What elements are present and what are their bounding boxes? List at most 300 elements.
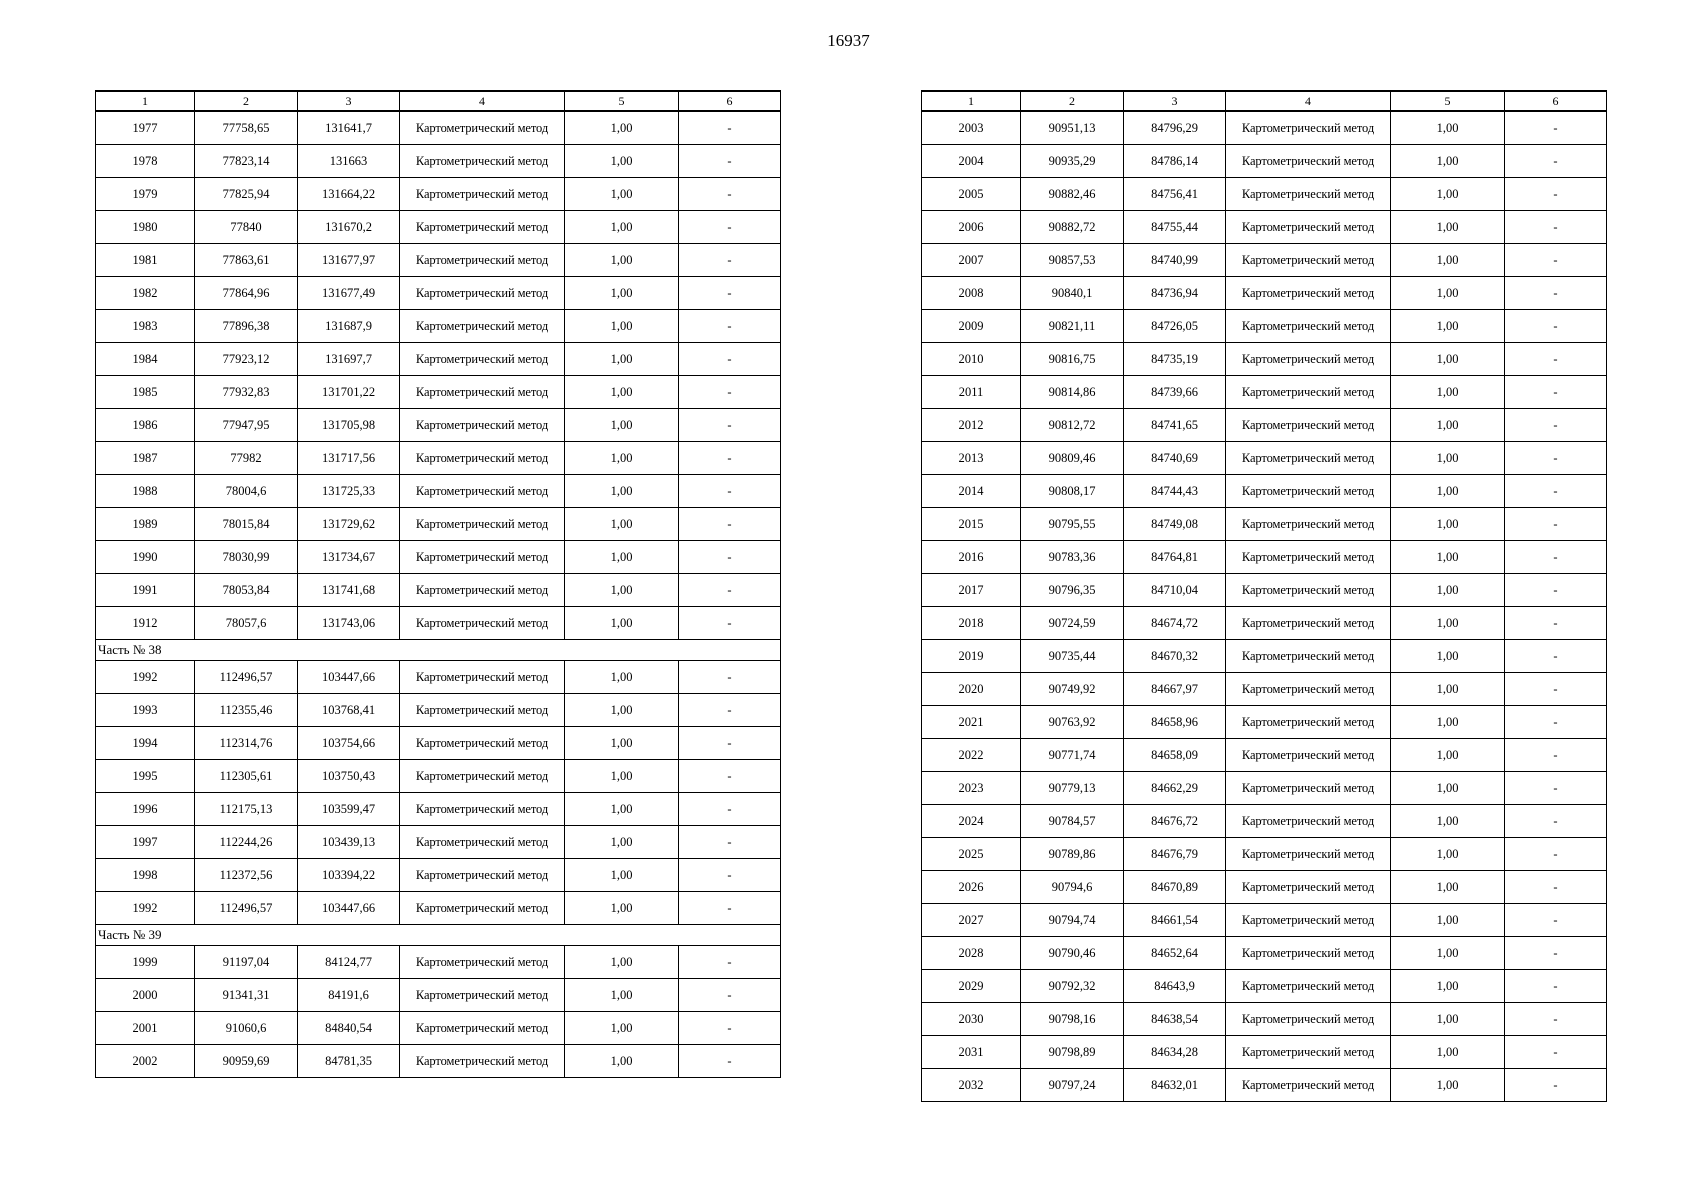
x-coordinate-cell: 90795,55 (1021, 508, 1124, 541)
method-cell: Картометрический метод (1226, 111, 1391, 145)
table-row (922, 145, 1607, 178)
x-coordinate-cell: 90959,69 (195, 1045, 298, 1078)
method-cell: Картометрический метод (400, 475, 565, 508)
table-row (96, 793, 781, 826)
method-cell: Картометрический метод (1226, 541, 1391, 574)
method-cell: Картометрический метод (400, 111, 565, 145)
accuracy-cell: 1,00 (565, 244, 679, 277)
accuracy-cell: 1,00 (565, 508, 679, 541)
x-coordinate-cell: 77932,83 (195, 376, 298, 409)
accuracy-cell: 1,00 (565, 409, 679, 442)
point-number-cell: 2018 (922, 607, 1021, 640)
table-row (96, 277, 781, 310)
description-cell: - (679, 760, 781, 793)
accuracy-cell: 1,00 (1391, 871, 1505, 904)
accuracy-cell: 1,00 (1391, 904, 1505, 937)
accuracy-cell: 1,00 (565, 760, 679, 793)
description-cell: - (679, 244, 781, 277)
point-number-cell: 1989 (96, 508, 195, 541)
description-cell: - (1505, 343, 1607, 376)
point-number-cell: 1997 (96, 826, 195, 859)
y-coordinate-cell: 84840,54 (298, 1012, 400, 1045)
description-cell: - (1505, 805, 1607, 838)
y-coordinate-cell: 84726,05 (1124, 310, 1226, 343)
y-coordinate-cell: 84670,89 (1124, 871, 1226, 904)
method-cell: Картометрический метод (1226, 970, 1391, 1003)
x-coordinate-cell: 78030,99 (195, 541, 298, 574)
method-cell: Картометрический метод (1226, 1069, 1391, 1102)
method-cell: Картометрический метод (1226, 805, 1391, 838)
accuracy-cell: 1,00 (1391, 838, 1505, 871)
point-number-cell: 1993 (96, 694, 195, 727)
table-row (96, 475, 781, 508)
table-row (922, 1003, 1607, 1036)
y-coordinate-cell: 84191,6 (298, 979, 400, 1012)
x-coordinate-cell: 77947,95 (195, 409, 298, 442)
y-coordinate-cell: 84658,09 (1124, 739, 1226, 772)
accuracy-cell: 1,00 (1391, 111, 1505, 145)
point-number-cell: 1987 (96, 442, 195, 475)
y-coordinate-cell: 131743,06 (298, 607, 400, 640)
x-coordinate-cell: 78004,6 (195, 475, 298, 508)
description-cell: - (679, 376, 781, 409)
accuracy-cell: 1,00 (1391, 1003, 1505, 1036)
accuracy-cell: 1,00 (565, 145, 679, 178)
y-coordinate-cell: 84658,96 (1124, 706, 1226, 739)
method-cell: Картометрический метод (1226, 475, 1391, 508)
accuracy-cell: 1,00 (565, 343, 679, 376)
column-header: 6 (1505, 91, 1607, 111)
table-row (922, 772, 1607, 805)
table-row (922, 838, 1607, 871)
x-coordinate-cell: 90784,57 (1021, 805, 1124, 838)
method-cell: Картометрический метод (400, 508, 565, 541)
accuracy-cell: 1,00 (565, 1045, 679, 1078)
point-number-cell: 1994 (96, 727, 195, 760)
y-coordinate-cell: 131664,22 (298, 178, 400, 211)
method-cell: Картометрический метод (1226, 739, 1391, 772)
y-coordinate-cell: 103447,66 (298, 661, 400, 694)
point-number-cell: 2001 (96, 1012, 195, 1045)
point-number-cell: 2008 (922, 277, 1021, 310)
point-number-cell: 1977 (96, 111, 195, 145)
x-coordinate-cell: 77863,61 (195, 244, 298, 277)
method-cell: Картометрический метод (400, 376, 565, 409)
section-row (96, 640, 781, 661)
x-coordinate-cell: 90735,44 (1021, 640, 1124, 673)
accuracy-cell: 1,00 (565, 211, 679, 244)
point-number-cell: 2004 (922, 145, 1021, 178)
y-coordinate-cell: 84124,77 (298, 946, 400, 979)
point-number-cell: 2017 (922, 574, 1021, 607)
method-cell: Картометрический метод (1226, 145, 1391, 178)
y-coordinate-cell: 131663 (298, 145, 400, 178)
table-row (96, 574, 781, 607)
description-cell: - (1505, 772, 1607, 805)
y-coordinate-cell: 84744,43 (1124, 475, 1226, 508)
method-cell: Картометрический метод (400, 310, 565, 343)
description-cell: - (1505, 277, 1607, 310)
y-coordinate-cell: 131641,7 (298, 111, 400, 145)
point-number-cell: 2021 (922, 706, 1021, 739)
x-coordinate-cell: 78015,84 (195, 508, 298, 541)
accuracy-cell: 1,00 (1391, 310, 1505, 343)
description-cell: - (1505, 178, 1607, 211)
description-cell: - (1505, 244, 1607, 277)
description-cell: - (679, 541, 781, 574)
method-cell: Картометрический метод (400, 244, 565, 277)
x-coordinate-cell: 90783,36 (1021, 541, 1124, 574)
accuracy-cell: 1,00 (1391, 508, 1505, 541)
column-header: 2 (1021, 91, 1124, 111)
point-number-cell: 2003 (922, 111, 1021, 145)
x-coordinate-cell: 90789,86 (1021, 838, 1124, 871)
description-cell: - (679, 859, 781, 892)
method-cell: Картометрический метод (400, 760, 565, 793)
x-coordinate-cell: 90749,92 (1021, 673, 1124, 706)
accuracy-cell: 1,00 (565, 277, 679, 310)
y-coordinate-cell: 84740,99 (1124, 244, 1226, 277)
table-row (922, 376, 1607, 409)
table-row (922, 871, 1607, 904)
point-number-cell: 2030 (922, 1003, 1021, 1036)
table-row (922, 409, 1607, 442)
description-cell: - (679, 574, 781, 607)
method-cell: Картометрический метод (400, 277, 565, 310)
x-coordinate-cell: 112372,56 (195, 859, 298, 892)
method-cell: Картометрический метод (1226, 640, 1391, 673)
method-cell: Картометрический метод (400, 145, 565, 178)
point-number-cell: 2002 (96, 1045, 195, 1078)
accuracy-cell: 1,00 (565, 310, 679, 343)
method-cell: Картометрический метод (1226, 277, 1391, 310)
y-coordinate-cell: 84739,66 (1124, 376, 1226, 409)
y-coordinate-cell: 84632,01 (1124, 1069, 1226, 1102)
column-header: 5 (565, 91, 679, 111)
table-row (922, 277, 1607, 310)
point-number-cell: 2015 (922, 508, 1021, 541)
accuracy-cell: 1,00 (1391, 442, 1505, 475)
table-row (922, 178, 1607, 211)
description-cell: - (1505, 838, 1607, 871)
description-cell: - (1505, 145, 1607, 178)
column-header: 3 (1124, 91, 1226, 111)
x-coordinate-cell: 77825,94 (195, 178, 298, 211)
x-coordinate-cell: 77823,14 (195, 145, 298, 178)
method-cell: Картометрический метод (400, 442, 565, 475)
table-row (922, 706, 1607, 739)
description-cell: - (1505, 937, 1607, 970)
coordinates-table-right (921, 90, 1607, 1102)
method-cell: Картометрический метод (1226, 244, 1391, 277)
accuracy-cell: 1,00 (565, 727, 679, 760)
y-coordinate-cell: 84786,14 (1124, 145, 1226, 178)
point-number-cell: 2028 (922, 937, 1021, 970)
method-cell: Картометрический метод (1226, 1003, 1391, 1036)
point-number-cell: 1988 (96, 475, 195, 508)
x-coordinate-cell: 90798,89 (1021, 1036, 1124, 1069)
table-row (922, 574, 1607, 607)
point-number-cell: 2031 (922, 1036, 1021, 1069)
description-cell: - (1505, 211, 1607, 244)
x-coordinate-cell: 90790,46 (1021, 937, 1124, 970)
description-cell: - (1505, 871, 1607, 904)
method-cell: Картометрический метод (400, 541, 565, 574)
method-cell: Картометрический метод (400, 409, 565, 442)
table-row (96, 111, 781, 145)
y-coordinate-cell: 84710,04 (1124, 574, 1226, 607)
y-coordinate-cell: 131729,62 (298, 508, 400, 541)
accuracy-cell: 1,00 (1391, 244, 1505, 277)
point-number-cell: 1981 (96, 244, 195, 277)
method-cell: Картометрический метод (400, 661, 565, 694)
point-number-cell: 2012 (922, 409, 1021, 442)
point-number-cell: 2019 (922, 640, 1021, 673)
x-coordinate-cell: 90935,29 (1021, 145, 1124, 178)
point-number-cell: 2011 (922, 376, 1021, 409)
description-cell: - (679, 727, 781, 760)
table-row (96, 145, 781, 178)
table-row (922, 970, 1607, 1003)
accuracy-cell: 1,00 (1391, 178, 1505, 211)
x-coordinate-cell: 112244,26 (195, 826, 298, 859)
point-number-cell: 1979 (96, 178, 195, 211)
description-cell: - (1505, 673, 1607, 706)
x-coordinate-cell: 90809,46 (1021, 442, 1124, 475)
y-coordinate-cell: 131677,97 (298, 244, 400, 277)
method-cell: Картометрический метод (400, 1045, 565, 1078)
point-number-cell: 1998 (96, 859, 195, 892)
y-coordinate-cell: 103754,66 (298, 727, 400, 760)
column-header: 2 (195, 91, 298, 111)
x-coordinate-cell: 112496,57 (195, 661, 298, 694)
x-coordinate-cell: 78053,84 (195, 574, 298, 607)
table-row (96, 409, 781, 442)
table-row (96, 760, 781, 793)
accuracy-cell: 1,00 (1391, 541, 1505, 574)
method-cell: Картометрический метод (400, 574, 565, 607)
point-number-cell: 1912 (96, 607, 195, 640)
point-number-cell: 2023 (922, 772, 1021, 805)
description-cell: - (1505, 1003, 1607, 1036)
table-row (922, 640, 1607, 673)
x-coordinate-cell: 90797,24 (1021, 1069, 1124, 1102)
accuracy-cell: 1,00 (565, 1012, 679, 1045)
description-cell: - (1505, 508, 1607, 541)
description-cell: - (679, 178, 781, 211)
table-row (922, 343, 1607, 376)
table-row (922, 1069, 1607, 1102)
method-cell: Картометрический метод (1226, 178, 1391, 211)
x-coordinate-cell: 91060,6 (195, 1012, 298, 1045)
table-row (96, 310, 781, 343)
table-row (96, 607, 781, 640)
description-cell: - (679, 111, 781, 145)
accuracy-cell: 1,00 (1391, 376, 1505, 409)
point-number-cell: 2027 (922, 904, 1021, 937)
page-number: 16937 (827, 31, 870, 50)
accuracy-cell: 1,00 (1391, 409, 1505, 442)
y-coordinate-cell: 84735,19 (1124, 343, 1226, 376)
table-row (922, 805, 1607, 838)
table-row (96, 508, 781, 541)
description-cell: - (679, 607, 781, 640)
table-row (96, 694, 781, 727)
accuracy-cell: 1,00 (1391, 937, 1505, 970)
y-coordinate-cell: 103599,47 (298, 793, 400, 826)
y-coordinate-cell: 84652,64 (1124, 937, 1226, 970)
table-row (922, 607, 1607, 640)
x-coordinate-cell: 90808,17 (1021, 475, 1124, 508)
description-cell: - (1505, 310, 1607, 343)
description-cell: - (679, 793, 781, 826)
table-row (922, 310, 1607, 343)
point-number-cell: 2009 (922, 310, 1021, 343)
table-row (96, 661, 781, 694)
y-coordinate-cell: 84749,08 (1124, 508, 1226, 541)
y-coordinate-cell: 84670,32 (1124, 640, 1226, 673)
table-body (96, 111, 781, 1078)
table-row (96, 892, 781, 925)
accuracy-cell: 1,00 (565, 442, 679, 475)
accuracy-cell: 1,00 (565, 376, 679, 409)
x-coordinate-cell: 90882,46 (1021, 178, 1124, 211)
table-row (922, 541, 1607, 574)
table-row (922, 673, 1607, 706)
description-cell: - (679, 145, 781, 178)
method-cell: Картометрический метод (1226, 310, 1391, 343)
y-coordinate-cell: 131697,7 (298, 343, 400, 376)
x-coordinate-cell: 78057,6 (195, 607, 298, 640)
accuracy-cell: 1,00 (565, 946, 679, 979)
table-row (922, 442, 1607, 475)
x-coordinate-cell: 90792,32 (1021, 970, 1124, 1003)
y-coordinate-cell: 131701,22 (298, 376, 400, 409)
y-coordinate-cell: 103439,13 (298, 826, 400, 859)
accuracy-cell: 1,00 (1391, 1036, 1505, 1069)
x-coordinate-cell: 90840,1 (1021, 277, 1124, 310)
description-cell: - (679, 211, 781, 244)
method-cell: Картометрический метод (1226, 574, 1391, 607)
accuracy-cell: 1,00 (565, 574, 679, 607)
method-cell: Картометрический метод (1226, 937, 1391, 970)
method-cell: Картометрический метод (1226, 409, 1391, 442)
table-row (96, 727, 781, 760)
y-coordinate-cell: 103768,41 (298, 694, 400, 727)
description-cell: - (679, 1045, 781, 1078)
point-number-cell: 2007 (922, 244, 1021, 277)
column-header: 1 (922, 91, 1021, 111)
method-cell: Картометрический метод (1226, 706, 1391, 739)
table-row (96, 946, 781, 979)
point-number-cell: 1982 (96, 277, 195, 310)
y-coordinate-cell: 84781,35 (298, 1045, 400, 1078)
method-cell: Картометрический метод (1226, 1036, 1391, 1069)
point-number-cell: 2010 (922, 343, 1021, 376)
section-label: Часть № 39 (96, 925, 781, 946)
accuracy-cell: 1,00 (565, 111, 679, 145)
method-cell: Картометрический метод (400, 826, 565, 859)
table-row (922, 211, 1607, 244)
method-cell: Картометрический метод (1226, 607, 1391, 640)
point-number-cell: 2032 (922, 1069, 1021, 1102)
y-coordinate-cell: 84661,54 (1124, 904, 1226, 937)
x-coordinate-cell: 90779,13 (1021, 772, 1124, 805)
description-cell: - (1505, 1036, 1607, 1069)
y-coordinate-cell: 84756,41 (1124, 178, 1226, 211)
table-row (96, 979, 781, 1012)
description-cell: - (679, 508, 781, 541)
description-cell: - (1505, 574, 1607, 607)
point-number-cell: 1991 (96, 574, 195, 607)
accuracy-cell: 1,00 (1391, 970, 1505, 1003)
table-row (922, 475, 1607, 508)
accuracy-cell: 1,00 (565, 661, 679, 694)
table-row (96, 826, 781, 859)
table-row (922, 111, 1607, 145)
accuracy-cell: 1,00 (565, 979, 679, 1012)
y-coordinate-cell: 84740,69 (1124, 442, 1226, 475)
y-coordinate-cell: 131725,33 (298, 475, 400, 508)
x-coordinate-cell: 90812,72 (1021, 409, 1124, 442)
y-coordinate-cell: 84662,29 (1124, 772, 1226, 805)
y-coordinate-cell: 103447,66 (298, 892, 400, 925)
table-row (922, 1036, 1607, 1069)
description-cell: - (679, 475, 781, 508)
x-coordinate-cell: 91341,31 (195, 979, 298, 1012)
description-cell: - (679, 310, 781, 343)
point-number-cell: 1986 (96, 409, 195, 442)
description-cell: - (679, 409, 781, 442)
point-number-cell: 1992 (96, 661, 195, 694)
table-header-row (922, 91, 1607, 111)
x-coordinate-cell: 90794,6 (1021, 871, 1124, 904)
method-cell: Картометрический метод (400, 793, 565, 826)
table-body (922, 111, 1607, 1102)
description-cell: - (679, 826, 781, 859)
x-coordinate-cell: 77864,96 (195, 277, 298, 310)
description-cell: - (1505, 1069, 1607, 1102)
y-coordinate-cell: 131741,68 (298, 574, 400, 607)
description-cell: - (1505, 607, 1607, 640)
method-cell: Картометрический метод (1226, 376, 1391, 409)
description-cell: - (1505, 409, 1607, 442)
table-row (922, 244, 1607, 277)
accuracy-cell: 1,00 (1391, 475, 1505, 508)
table-row (96, 211, 781, 244)
point-number-cell: 2022 (922, 739, 1021, 772)
y-coordinate-cell: 131670,2 (298, 211, 400, 244)
table-row (96, 859, 781, 892)
x-coordinate-cell: 90951,13 (1021, 111, 1124, 145)
point-number-cell: 2029 (922, 970, 1021, 1003)
x-coordinate-cell: 77982 (195, 442, 298, 475)
column-header: 4 (1226, 91, 1391, 111)
method-cell: Картометрический метод (400, 727, 565, 760)
description-cell: - (1505, 475, 1607, 508)
point-number-cell: 1985 (96, 376, 195, 409)
description-cell: - (1505, 640, 1607, 673)
y-coordinate-cell: 131705,98 (298, 409, 400, 442)
point-number-cell: 1992 (96, 892, 195, 925)
description-cell: - (1505, 706, 1607, 739)
description-cell: - (679, 946, 781, 979)
x-coordinate-cell: 77758,65 (195, 111, 298, 145)
y-coordinate-cell: 131717,56 (298, 442, 400, 475)
coordinates-table-left (95, 90, 781, 1078)
accuracy-cell: 1,00 (1391, 277, 1505, 310)
x-coordinate-cell: 77896,38 (195, 310, 298, 343)
